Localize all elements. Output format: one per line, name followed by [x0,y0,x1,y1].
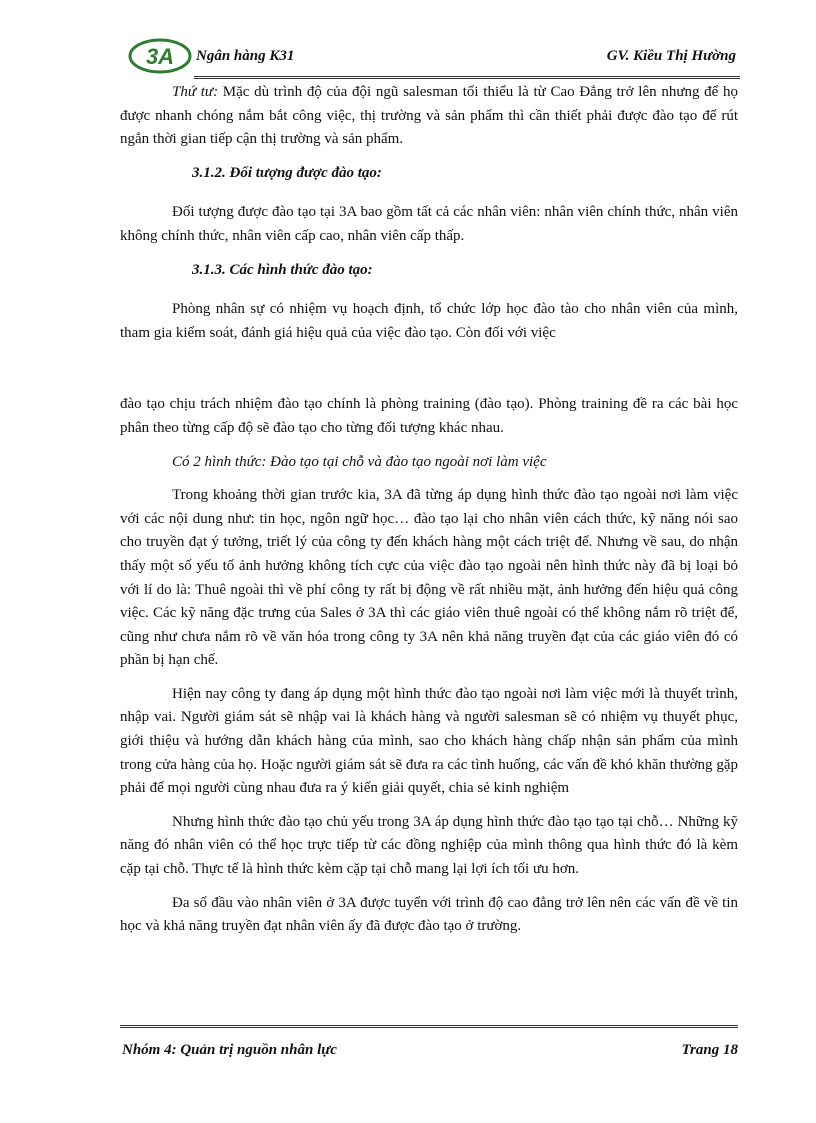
paragraph-recruitment: Đa số đầu vào nhân viên ở 3A được tuyển với trình độ cao đẳng trở lên nên các vấn đề về tin học và khả năng truyền đạt nhân viên ấy đã được đào tạo ở trường. [120,894,738,935]
page-body [120,81,738,939]
header-course: Ngân hàng K31 [196,48,295,64]
header-teacher: GV. Kiều Thị Hường [606,48,736,64]
paragraph-on-site-training: Nhưng hình thức đào tạo chủ yếu trong 3A áp dụng hình thức đào tạo tạo tại chỗ… Những kỹ năng đó nhân viên có thể học trực tiếp từ các đồng nghiệp của mình thông qua hình thức đó là kèm cặp tại chỗ. Thực tế là hình thức kèm cặp tại chỗ mang lại lợi ích tối ưu hơn. [120,813,738,878]
paragraph-current-training: Hiện nay công ty đang áp dụng một hình thức đào tạo ngoài nơi làm việc mới là thuyết trình, nhập vai. Người giám sát sẽ nhập vai là khách hàng và người salesman sẽ có nhiệm vụ thuyết phục, giới thiệu và hướng dẫn khách hàng của mình, sao cho khách hàng chấp nhận sản phẩm của mình trong cửa hàng của họ. Hoặc người giám sát sẽ đưa ra các tình huống, các vấn đề khó khăn thường gặp phải để mọi người cùng nhau đưa ra ý kiến giải quyết, chia sẻ kinh nghiệm [120,685,738,797]
heading-3-1-2: 3.1.2. Đối tượng được đào tạo: [192,164,382,181]
header-divider [194,76,740,79]
page-number: Trang 18 [681,1042,738,1058]
paragraph-hr-planning: Phòng nhân sự có nhiệm vụ hoạch định, tổ chức lớp học đào tào cho nhân viên của mình, tham gia kiểm soát, đánh giá hiệu quả của việc đào tạo. Còn đối với việc [120,301,738,341]
paragraph-past-training: Trong khoảng thời gian trước kia, 3A đã từng áp dụng hình thức đào tạo ngoài nơi làm việc với các nội dung như: tin học, ngôn ngữ học… đào tạo lại cho nhân viên cách thức, kỹ năng nói sao cho truyền đạt ý tưởng, triết lý của công ty đến khách hàng một cách triệt để. Nhưng về sau, do nhận thấy một số yếu tố ảnh hưởng không tích cực của việc đào tạo ngoài nên hình thức này đã bị loại bỏ với lí do là: Thuê ngoài thì về phí công ty rất bị động về rất nhiều mặt, ảnh hưởng đến hiệu quả công việc. Các kỹ năng đặc trưng của Sales ở 3A thì các giáo viên thuê ngoài có thể không nắm rõ triệt để, cũng như chưa nắm rõ về văn hóa trong công ty 3A nên khả năng truyền đạt của các giáo viên đó có phần bị hạn chế. [120,487,738,669]
paragraph-lead: Thứ tư: [172,84,219,100]
paragraph-training-targets: Đối tượng được đào tạo tại 3A bao gồm tất cả các nhân viên: nhân viên chính thức, nhân viên không chính thức, nhân viên cấp cao, nhân viên cấp thấp. [120,204,738,244]
paragraph-fourth [120,81,738,152]
logo-3a [128,38,192,74]
footer-group: Nhóm 4: Quản trị nguồn nhân lực [122,1042,337,1058]
paragraph-training-dept: đào tạo chịu trách nhiệm đào tạo chính là phòng training (đào tạo). Phòng training đề ra các bài học phân theo từng cấp độ sẽ đào tạo cho từng đối tượng khác nhau. [120,396,738,436]
heading-3-1-3: 3.1.3. Các hình thức đào tạo: [192,261,373,278]
logo-text: 3A [145,44,175,69]
paragraph-text: Mặc dù trình độ của đội ngũ salesman tối thiểu là từ Cao Đẳng trở lên nhưng để họ được nhanh chóng nắm bắt công việc, thị trường và sản phẩm thì cần thiết phải được đào tạo để rút ngắn thời gian tiếp cận thị trường và sản phẩm. [120,84,738,148]
paragraph-two-forms: Có 2 hình thức: Đào tạo tại chỗ và đào tạo ngoài nơi làm việc [172,453,547,470]
page-header [128,36,740,76]
footer-divider [120,1025,738,1028]
